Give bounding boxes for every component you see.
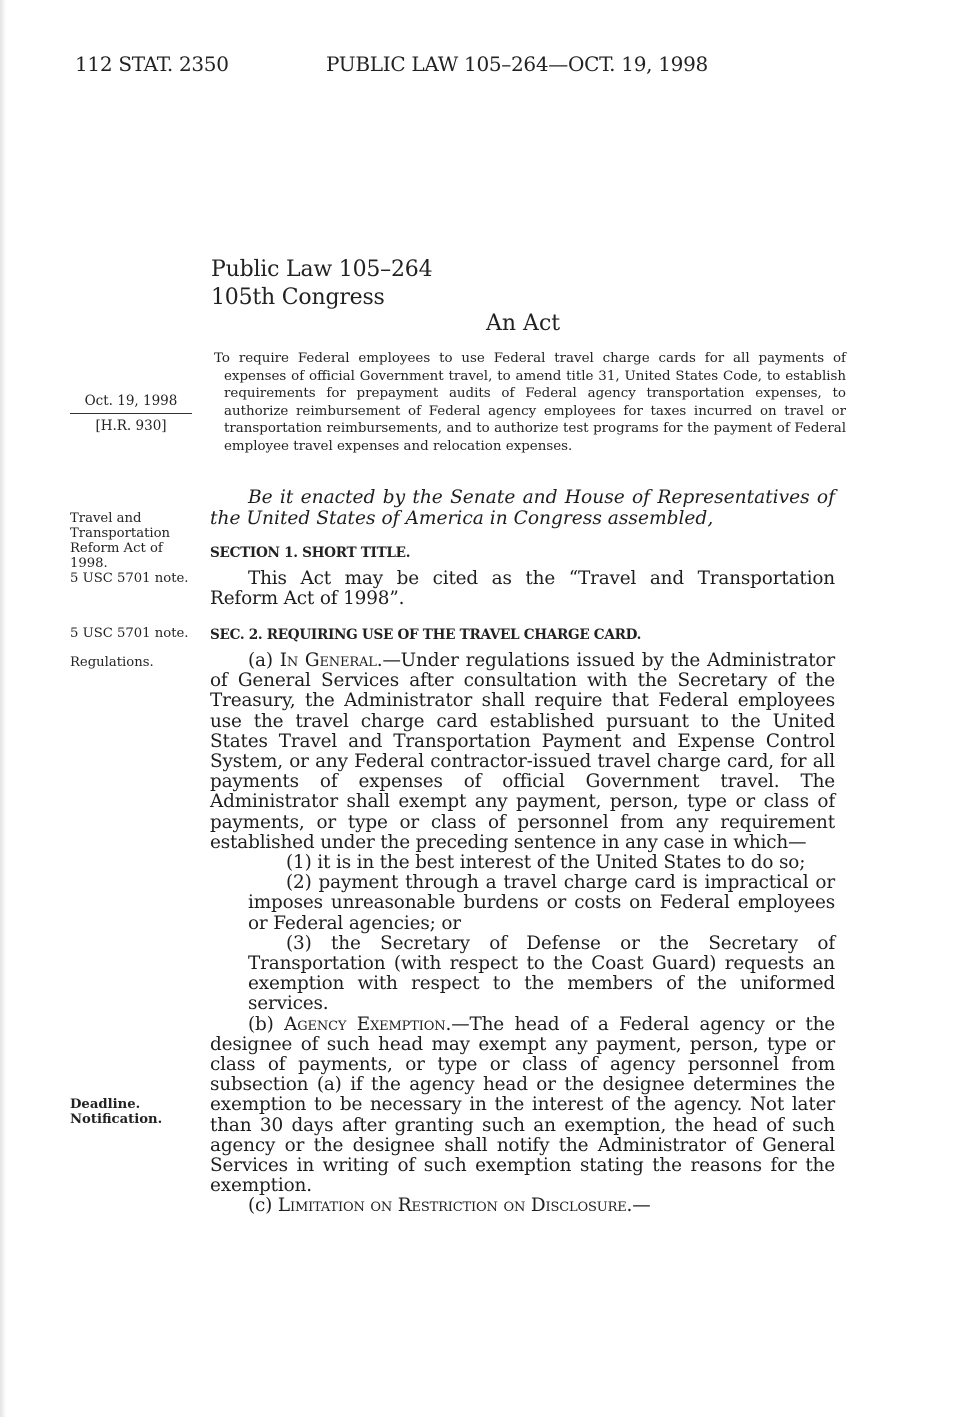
margin-note-deadline: Deadline. bbox=[70, 1097, 141, 1112]
enacting-clause: Be it enacted by the Senate and House of Representatives of the United States of America in Congress assembled, bbox=[210, 487, 835, 529]
usc-note: 5 USC 5701 note. bbox=[70, 571, 189, 586]
subsection-b-label: (b) bbox=[248, 1013, 285, 1035]
margin-note-notification: Notification. bbox=[70, 1112, 163, 1127]
paragraph-a2: (2) payment through a travel charge card is impractical or imposes unreasonable burdens or costs on Federal employees or Federal agencies; or bbox=[248, 872, 835, 934]
congress-number: 105th Congress bbox=[211, 285, 385, 310]
subsection-a-heading: In General. bbox=[279, 650, 383, 671]
margin-note-regulations: Regulations. bbox=[70, 655, 154, 670]
short-title-note: Travel and Transportation Reform Act of 1998. bbox=[70, 511, 171, 571]
subsection-a-label: (a) bbox=[248, 650, 280, 671]
subsection-c-heading: Limitation on Restriction on Disclosure. bbox=[277, 1195, 633, 1217]
statute-page-reference: 112 STAT. 2350 bbox=[75, 52, 229, 76]
subsection-b-heading: Agency Exemption. bbox=[284, 1013, 452, 1035]
bill-number: [H.R. 930] bbox=[95, 418, 167, 434]
subsection-b-text: —The head of a Federal agency or the designee of such head may exempt any payment, person, type or class of payments, or type or class of agency personnel from subsection (a) if the agency head or the designee determines the exemption to be necessary in the interest of the agency. Not later than 30 days after granting such an exemption, the head of such agency or the designee shall notify the Administrator of General Services in writing of such exemption stating the reasons for the exemption. bbox=[210, 1013, 835, 1197]
subsection-c-text: — bbox=[632, 1195, 651, 1217]
subsection-c bbox=[210, 1196, 835, 1216]
paragraph-a1: (1) it is in the best interest of the United States to do so; bbox=[286, 852, 806, 874]
short-title-text: This Act may be cited as the “Travel and Transportation Reform Act of 1998”. bbox=[210, 568, 835, 610]
subsection-a-text: —Under regulations issued by the Administrator of General Services after consultation with the Secretary of the Treasury, the Administrator shall require that Federal employees use the travel charge card established pursuant to the United States Travel and Transportation Payment and Expense Control System, or any Federal contractor-issued travel charge card, for all payments of expenses of official Government travel. The Administrator shall exempt any payment, person, type or class of payments, or type or class of personnel from any requirement established under the preceding sentence in any case in which— bbox=[210, 650, 835, 853]
section-2-body bbox=[210, 651, 835, 1217]
subsection-a bbox=[210, 651, 835, 853]
section-1-body bbox=[210, 569, 835, 609]
law-date-reference: PUBLIC LAW 105–264—OCT. 19, 1998 bbox=[326, 52, 708, 76]
margin-note-short-title bbox=[70, 511, 205, 586]
subsection-c-label: (c) bbox=[248, 1195, 278, 1217]
section-2-heading: SEC. 2. REQUIRING USE OF THE TRAVEL CHARGE CARD. bbox=[210, 627, 642, 643]
act-purpose: To require Federal employees to use Federal travel charge cards for all payments of expenses of official Government travel, to amend title 31, United States Code, to establish requirements for prepayment audits of Federal agency transportation expenses, to authorize reimbursement of Federal agency employees for taxes incurred on travel or transportation reimbursements, and to authorize test programs for the payment of Federal employee travel expenses and relocation expenses. bbox=[214, 351, 846, 454]
margin-note-deadline-block bbox=[70, 1097, 205, 1127]
act-heading: An Act bbox=[486, 311, 561, 336]
paragraph-a3: (3) the Secretary of Defense or the Secretary of Transportation (with respect to the Coast Guard) requests an exemption with respect to the members of the uniformed services. bbox=[248, 932, 835, 1015]
section-1-heading: SECTION 1. SHORT TITLE. bbox=[210, 545, 411, 561]
law-title-block bbox=[211, 256, 432, 312]
running-head bbox=[75, 52, 735, 82]
usc-note-section2: 5 USC 5701 note. bbox=[70, 626, 189, 641]
margin-date-block bbox=[70, 392, 192, 436]
subsection-b bbox=[210, 1015, 835, 1197]
public-law-number: Public Law 105–264 bbox=[211, 257, 433, 282]
enactment-date: Oct. 19, 1998 bbox=[70, 392, 192, 414]
scan-edge-shadow bbox=[0, 0, 6, 1417]
